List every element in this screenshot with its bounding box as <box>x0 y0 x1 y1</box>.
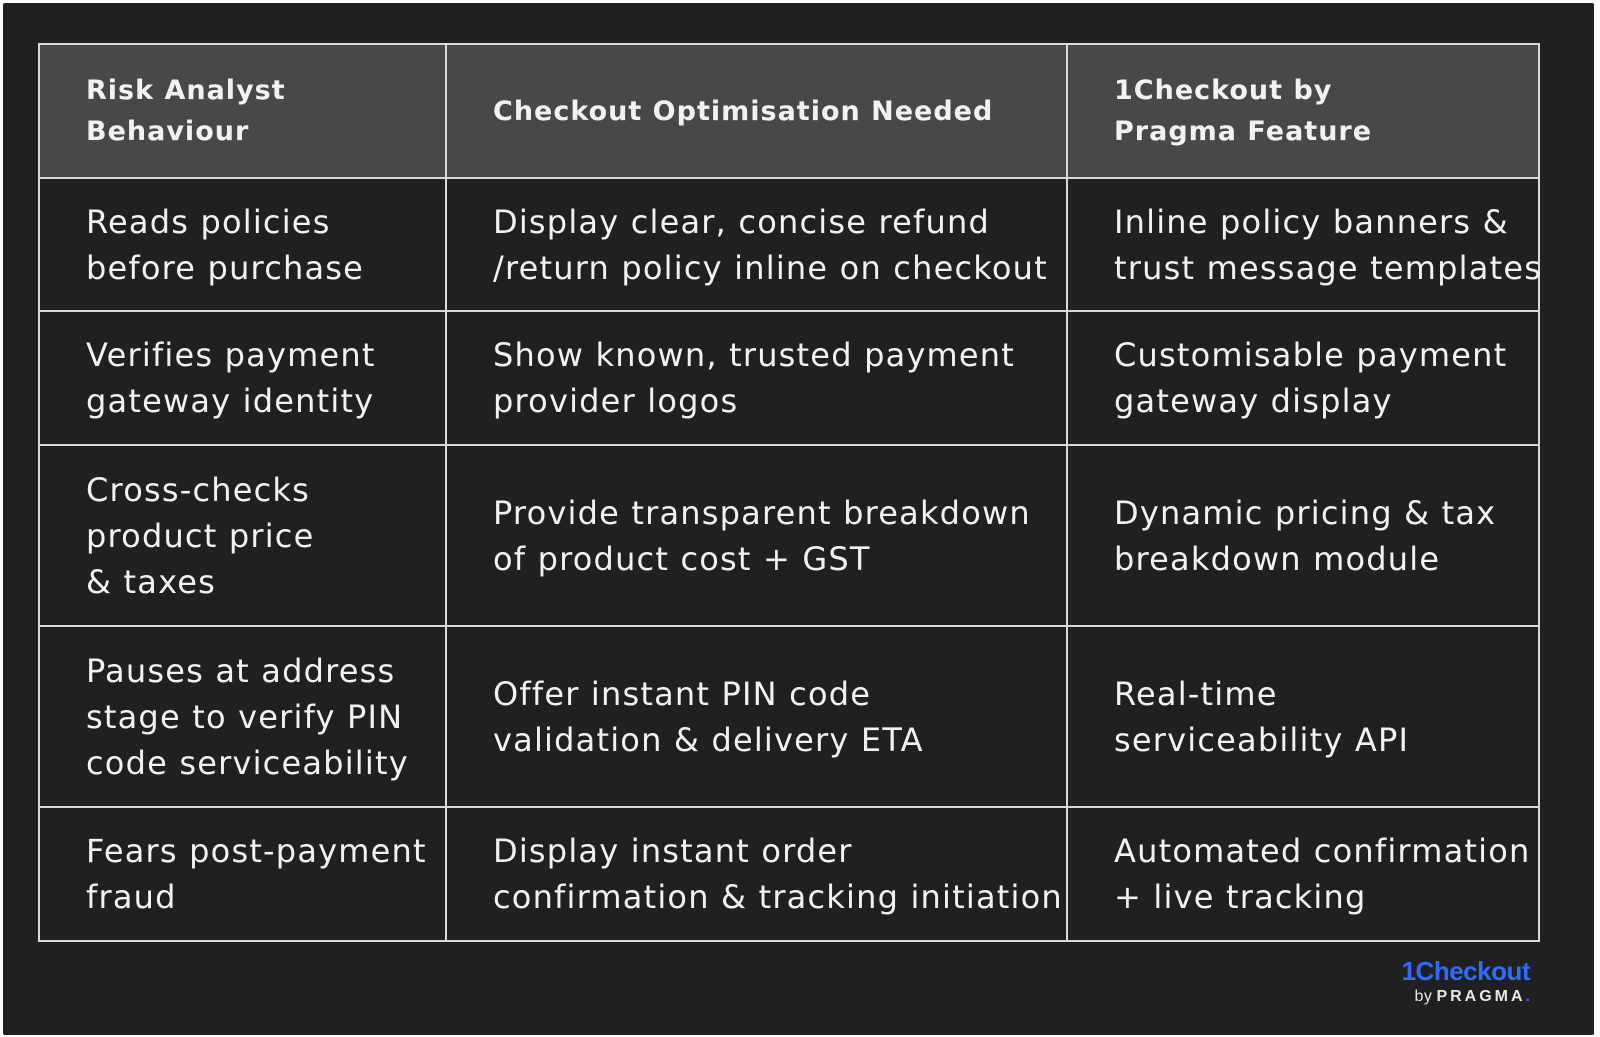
table-cell: Inline policy banners & trust message templates <box>1067 178 1539 311</box>
table-cell: Cross-checks product price & taxes <box>39 445 446 626</box>
table-cell: Customisable payment gateway display <box>1067 311 1539 445</box>
table-cell: Automated confirmation + live tracking <box>1067 807 1539 941</box>
table-row <box>39 807 1539 941</box>
table-row <box>39 311 1539 445</box>
logo-byline: by PRAGMA. <box>1414 988 1530 1005</box>
header-pragma-feature: 1Checkout by Pragma Feature <box>1067 44 1539 178</box>
table-cell: Display clear, concise refund /return policy inline on checkout <box>446 178 1067 311</box>
table-row <box>39 178 1539 311</box>
table-cell: Fears post-payment fraud <box>39 807 446 941</box>
table-cell: Display instant order confirmation & tracking initiation <box>446 807 1067 941</box>
table-cell: Real-time serviceability API <box>1067 626 1539 807</box>
table-cell: Provide transparent breakdown of product cost + GST <box>446 445 1067 626</box>
card-background <box>3 3 1594 1035</box>
comparison-table <box>38 43 1543 942</box>
table-cell: Verifies payment gateway identity <box>39 311 446 445</box>
table-row <box>39 626 1539 807</box>
header-checkout-optimisation: Checkout Optimisation Needed <box>446 44 1067 178</box>
table-cell: Dynamic pricing & tax breakdown module <box>1067 445 1539 626</box>
logo-wordmark: 1Checkout <box>1401 956 1530 986</box>
brand-logo <box>1402 957 1530 1007</box>
table-header-row <box>39 44 1539 178</box>
header-risk-analyst-behaviour: Risk Analyst Behaviour <box>39 44 446 178</box>
table-row <box>39 445 1539 626</box>
table-cell: Show known, trusted payment provider logos <box>446 311 1067 445</box>
table-cell: Reads policies before purchase <box>39 178 446 311</box>
table-cell: Pauses at address stage to verify PIN code serviceability <box>39 626 446 807</box>
table-cell: Offer instant PIN code validation & delivery ETA <box>446 626 1067 807</box>
